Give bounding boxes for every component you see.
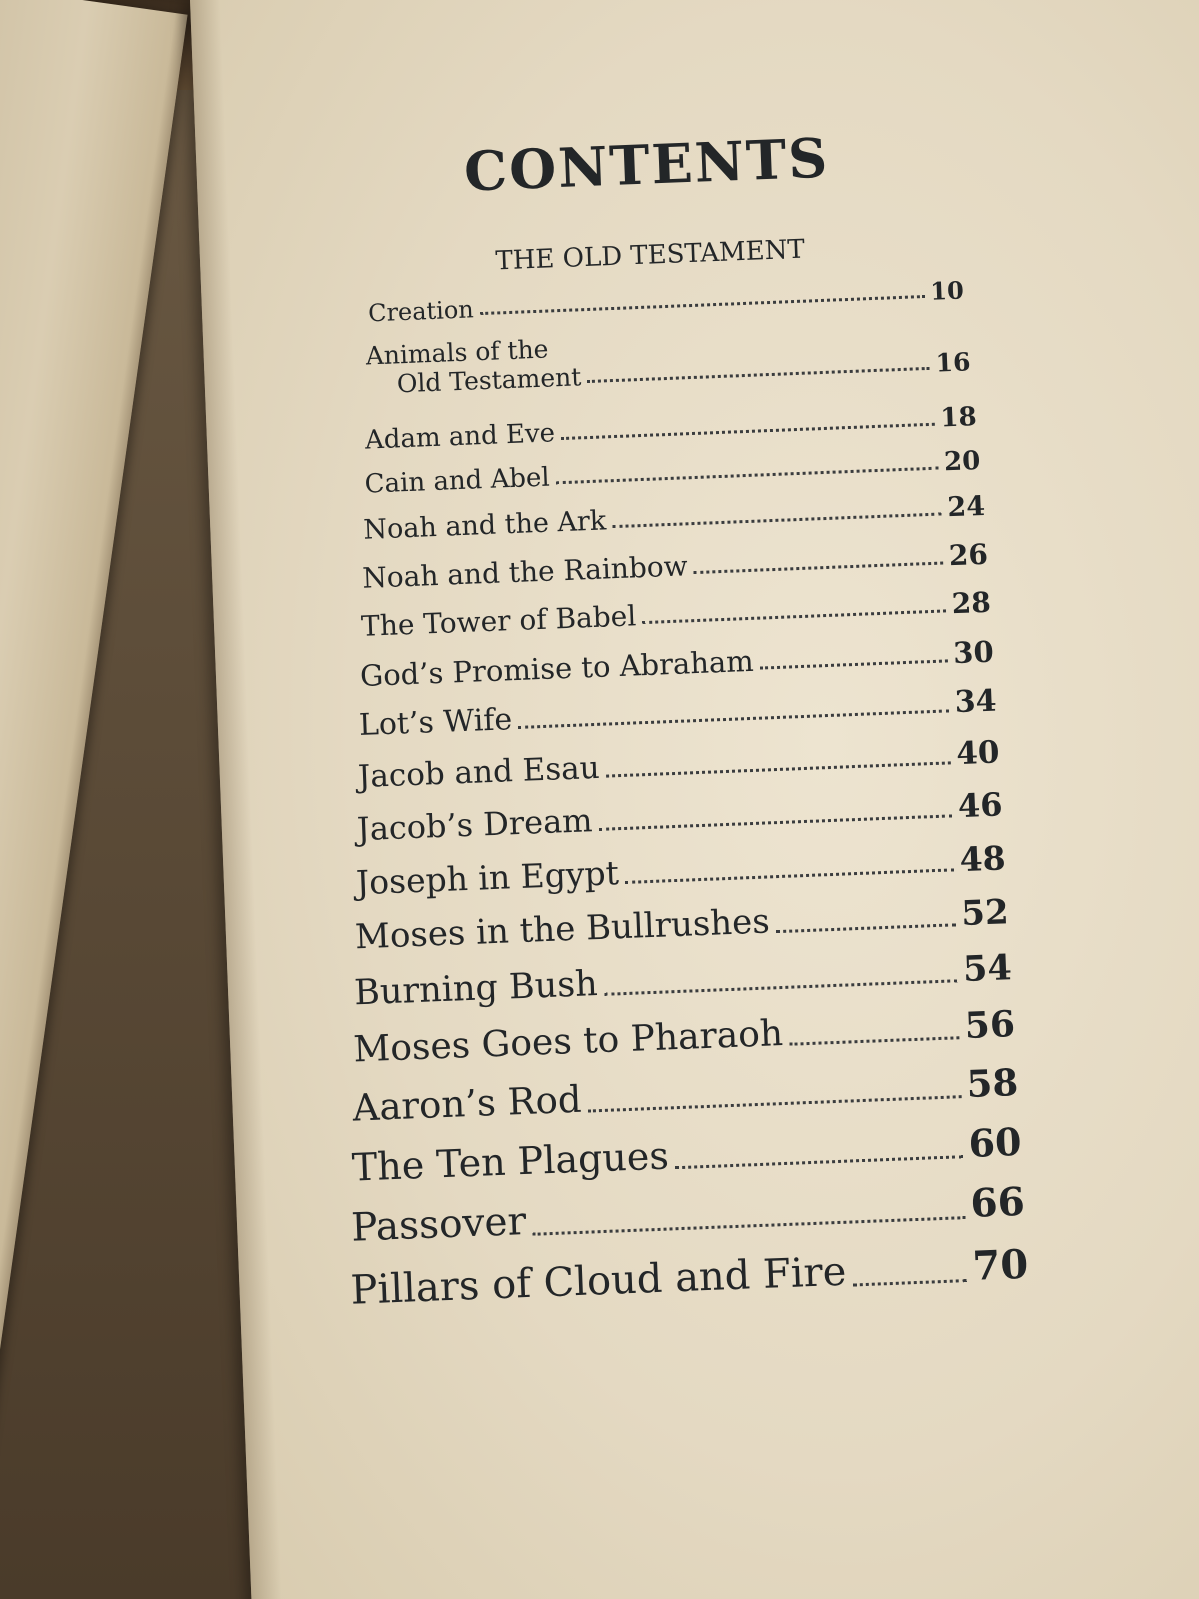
toc-entry-title: Aaron’s Rod: [351, 1077, 583, 1130]
dot-leader: [612, 512, 941, 529]
toc-entry-page: 10: [929, 275, 965, 306]
dot-leader: [588, 1094, 961, 1112]
toc-entry-page: 46: [957, 785, 1004, 826]
toc-entry: [353, 1003, 1016, 1070]
toc-entry: [350, 1179, 1025, 1251]
toc-entry-title: The Ten Plagues: [351, 1133, 670, 1190]
dot-leader: [556, 466, 939, 485]
dot-leader: [776, 922, 956, 933]
table-of-contents: [349, 270, 1030, 1314]
toc-entry-title: Moses in the Bullrushes: [354, 901, 771, 958]
toc-entry: [364, 402, 977, 455]
toc-entry-title: Burning Bush: [353, 964, 599, 1014]
toc-entry-page: 40: [955, 734, 1001, 773]
toc-entry-title: Creation: [367, 295, 475, 328]
toc-entry: [362, 538, 989, 595]
toc-entry-page: 60: [967, 1118, 1023, 1166]
toc-entry: [368, 276, 965, 328]
page-title: CONTENTS: [462, 125, 831, 204]
toc-entry-page: 26: [948, 537, 989, 573]
toc-entry-title: The Tower of Babel: [360, 599, 637, 643]
dot-leader: [561, 422, 935, 440]
contents-page: [190, 0, 1199, 1599]
dot-leader: [675, 1154, 963, 1169]
toc-entry-title: God’s Promise to Abraham: [359, 643, 755, 693]
left-facing-page: [0, 0, 188, 1599]
toc-entry-title: Cain and Abel: [364, 462, 551, 500]
toc-entry-page: 56: [964, 1003, 1016, 1047]
toc-entry: [361, 586, 992, 643]
toc-entry: [364, 446, 981, 500]
toc-entry-title: Jacob and Esau: [357, 749, 601, 796]
toc-entry: [354, 892, 1009, 957]
toc-entry-page: 30: [952, 634, 995, 671]
toc-entry: [357, 734, 1000, 795]
toc-entry-page: 34: [954, 683, 998, 721]
section-heading: THE OLD TESTAMENT: [494, 234, 806, 277]
dot-leader: [625, 867, 954, 884]
toc-entry-page: 24: [946, 490, 986, 524]
toc-entry-page: 18: [939, 402, 978, 434]
toc-entry-page: 20: [943, 446, 981, 478]
toc-entry-page: 58: [965, 1060, 1019, 1106]
dot-leader: [480, 294, 925, 315]
toc-entry-title: Animals of the Old Testament: [365, 334, 582, 399]
dot-leader: [606, 760, 951, 777]
dot-leader: [853, 1278, 967, 1286]
toc-entry: [350, 1241, 1029, 1314]
toc-entry: [363, 491, 986, 546]
toc-entry: [352, 1060, 1019, 1130]
dot-leader: [518, 708, 949, 729]
toc-entry-title: Pillars of Cloud and Fire: [349, 1248, 848, 1314]
toc-entry: [355, 838, 1006, 902]
toc-entry-title: Joseph in Egypt: [355, 853, 620, 903]
dot-leader: [789, 1035, 959, 1046]
toc-entry-page: 48: [958, 838, 1007, 880]
dot-leader: [760, 658, 948, 669]
toc-entry-page: 54: [962, 947, 1013, 991]
toc-entry-title: Noah and the Ark: [362, 505, 607, 546]
dot-leader: [694, 561, 944, 575]
toc-entry-title: Moses Goes to Pharaoh: [352, 1013, 784, 1071]
toc-entry: [351, 1119, 1022, 1190]
toc-entry: [353, 947, 1012, 1013]
page-gutter-shadow: [190, 0, 285, 1599]
toc-entry-title: Jacob’s Dream: [356, 801, 594, 849]
toc-entry: [356, 785, 1003, 848]
dot-leader: [599, 813, 953, 831]
toc-entry-title: Adam and Eve: [364, 418, 556, 456]
toc-entry-title: Noah and the Rainbow: [361, 549, 689, 595]
toc-entry-page: 66: [969, 1178, 1026, 1227]
toc-entry-page: 16: [935, 347, 972, 378]
dot-leader: [642, 608, 946, 624]
dot-leader: [587, 366, 930, 383]
toc-entry-page: 70: [971, 1240, 1030, 1290]
toc-entry-page: 28: [951, 585, 992, 621]
toc-entry-page: 52: [960, 892, 1010, 935]
toc-entry: [359, 635, 994, 693]
toc-entry-title: Lot’s Wife: [358, 702, 513, 744]
toc-entry: [365, 318, 971, 399]
toc-entry-title: Passover: [350, 1199, 528, 1251]
dot-leader: [604, 978, 958, 996]
dot-leader: [533, 1215, 966, 1236]
toc-entry: [358, 684, 997, 743]
